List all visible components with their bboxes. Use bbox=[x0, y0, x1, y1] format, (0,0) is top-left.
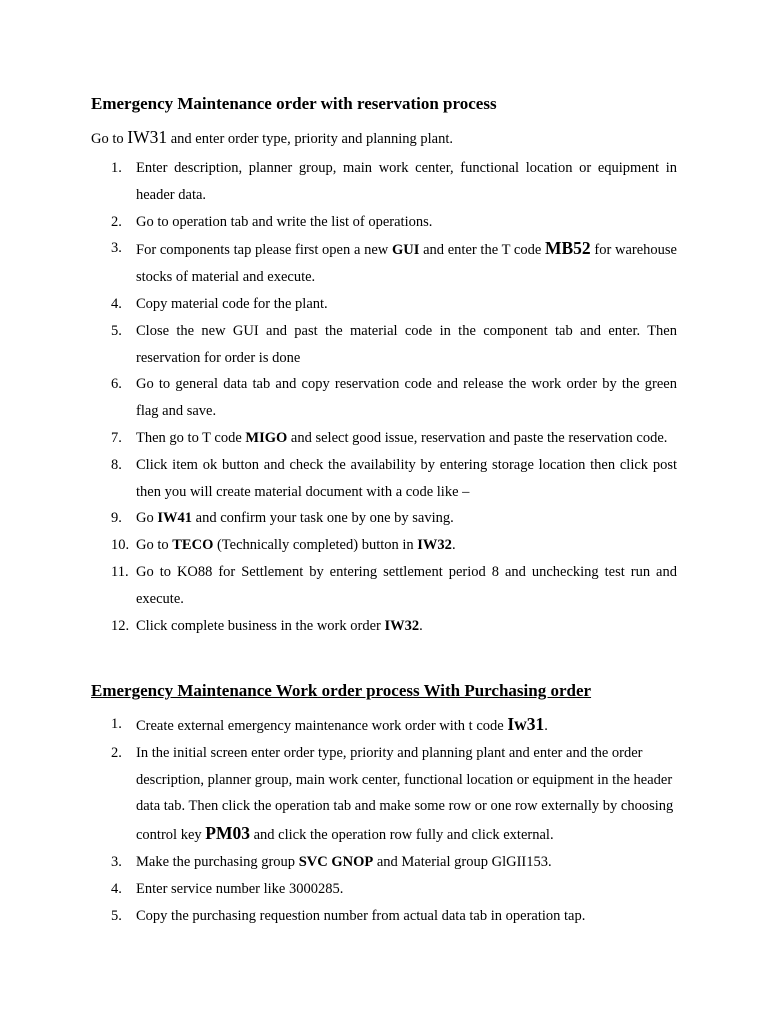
item-text: (Technically completed) button in bbox=[213, 537, 418, 554]
list-item bbox=[91, 903, 677, 930]
list-item bbox=[91, 371, 677, 425]
item-text: Go to bbox=[136, 537, 173, 554]
section1-steps-list bbox=[91, 155, 677, 639]
item-number: 2. bbox=[111, 744, 122, 761]
item-code: IW41 bbox=[157, 510, 193, 527]
item-code: GUI bbox=[391, 242, 420, 259]
list-item bbox=[91, 740, 677, 849]
item-text: Click complete business in the work order bbox=[136, 617, 385, 634]
item-text: For components tap please first open a new bbox=[136, 242, 392, 259]
item-text: and select good issue, reservation and paste the reservation code. bbox=[287, 429, 668, 446]
item-text: Go to general data tab and copy reservation code and release the work order by the green flag and save. bbox=[136, 376, 677, 420]
list-item bbox=[91, 559, 677, 613]
item-code: MB52 bbox=[544, 238, 591, 259]
section1-heading: Emergency Maintenance order with reservation process bbox=[91, 94, 497, 113]
item-text: . bbox=[544, 718, 548, 734]
item-number: 5. bbox=[111, 907, 122, 924]
item-text: and Material group GlGII153. bbox=[373, 853, 552, 870]
intro-text-pre: Go to bbox=[91, 131, 128, 147]
item-text: Go to operation tab and write the list of operations. bbox=[136, 213, 433, 230]
item-text: Enter description, planner group, main work center, functional location or equipment in header data. bbox=[136, 160, 677, 203]
item-text: Go bbox=[136, 510, 158, 527]
item-text: Make the purchasing group bbox=[136, 853, 299, 870]
item-number: 10. bbox=[111, 537, 130, 554]
item-number: 11. bbox=[111, 563, 129, 580]
item-text: . bbox=[451, 537, 456, 554]
list-item bbox=[91, 711, 677, 740]
section1-intro bbox=[91, 126, 453, 150]
item-text: In the initial screen enter order type, priority and planning plant and enter and the order description, planner group, main work center, functional location or equipment in the header data tab. Then click the operation tab and make some row or one row externally by choosing control key bbox=[136, 744, 674, 844]
list-item bbox=[91, 235, 677, 291]
item-code: SVC GNOP bbox=[298, 853, 374, 870]
list-item bbox=[91, 532, 677, 559]
list-item bbox=[91, 452, 677, 506]
item-text: and enter the T code bbox=[419, 242, 545, 259]
item-number: 8. bbox=[111, 456, 122, 473]
item-number: 6. bbox=[111, 376, 122, 393]
item-text: Create external emergency maintenance work order with t code bbox=[136, 718, 508, 734]
item-text: Then go to T code bbox=[136, 429, 246, 446]
item-code: TECO bbox=[172, 537, 214, 554]
item-text: and confirm your task one by one by saving. bbox=[192, 510, 454, 527]
item-text: for warehouse stocks of material and execute. bbox=[136, 242, 677, 286]
list-item bbox=[91, 318, 677, 372]
item-code: Iw31 bbox=[507, 714, 545, 734]
list-item bbox=[91, 155, 677, 209]
item-code: IW32 bbox=[384, 617, 420, 634]
item-number: 1. bbox=[111, 160, 122, 176]
list-item bbox=[91, 425, 677, 452]
section2-steps-list bbox=[91, 711, 677, 929]
item-number: 3. bbox=[111, 240, 122, 257]
intro-text-post: and enter order type, priority and planning plant. bbox=[167, 131, 453, 147]
item-code: MIGO bbox=[245, 429, 288, 446]
item-number: 5. bbox=[111, 322, 122, 339]
item-text: . bbox=[419, 617, 423, 634]
item-text: Copy the purchasing requestion number from actual data tab in operation tap. bbox=[136, 907, 586, 924]
item-text: and click the operation row fully and click external. bbox=[249, 827, 554, 844]
section2-heading: Emergency Maintenance Work order process With Purchasing order bbox=[91, 681, 592, 700]
item-number: 7. bbox=[111, 429, 122, 446]
list-item bbox=[91, 849, 677, 876]
item-text: Click item ok button and check the availability by entering storage location then click post then you will create material document with a code like – bbox=[136, 456, 677, 500]
list-item bbox=[91, 876, 677, 903]
item-number: 2. bbox=[111, 213, 122, 230]
item-text: Enter service number like 3000285. bbox=[136, 880, 344, 897]
item-number: 12. bbox=[111, 617, 130, 634]
list-item bbox=[91, 505, 677, 532]
intro-code: IW31 bbox=[127, 127, 168, 147]
list-item bbox=[91, 613, 677, 640]
list-item bbox=[91, 291, 677, 318]
item-code: PM03 bbox=[205, 823, 250, 844]
item-text: Copy material code for the plant. bbox=[136, 295, 328, 312]
item-number: 3. bbox=[111, 853, 122, 870]
item-text: Close the new GUI and past the material code in the component tab and enter. Then reservation for order is done bbox=[136, 322, 677, 366]
item-number: 9. bbox=[111, 510, 122, 527]
item-code: IW32 bbox=[417, 537, 452, 554]
item-number: 4. bbox=[111, 295, 122, 312]
item-number: 4. bbox=[111, 880, 122, 897]
item-text: Go to KO88 for Settlement by entering settlement period 8 and unchecking test run and execute. bbox=[136, 563, 677, 607]
list-item bbox=[91, 209, 677, 236]
item-number: 1. bbox=[111, 716, 122, 732]
